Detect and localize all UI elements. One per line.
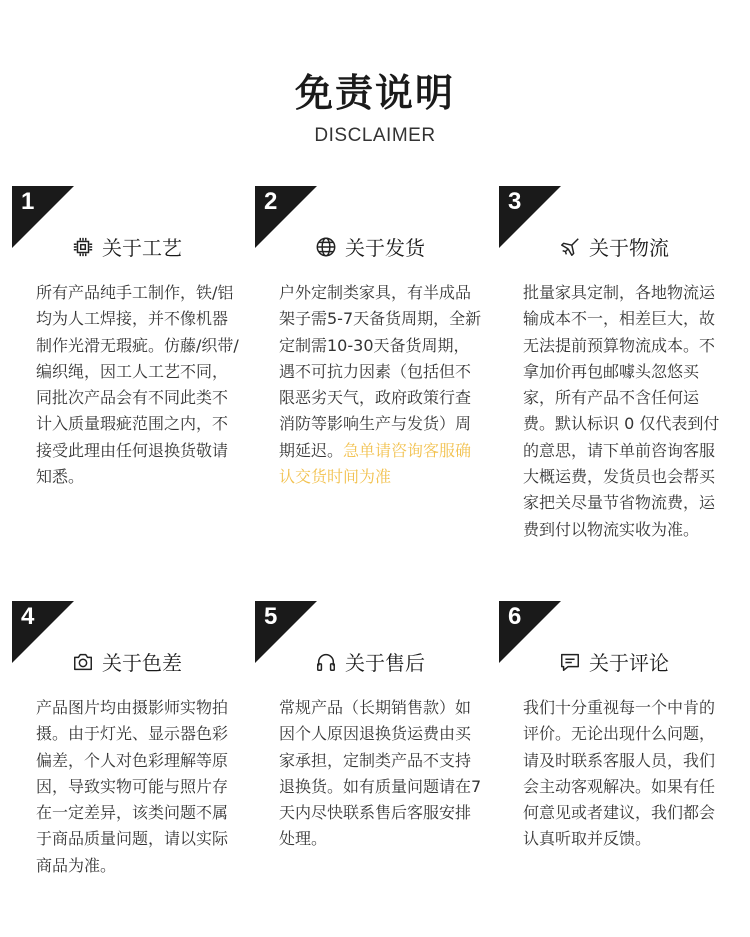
headphones-icon <box>315 651 337 673</box>
card-heading <box>499 232 729 261</box>
comment-icon <box>559 651 581 673</box>
card-heading <box>255 647 485 676</box>
page-title: 免责说明 <box>294 71 455 115</box>
card-number: 6 <box>508 603 522 630</box>
card-text: 我们十分重视每一个中肯的评价。无论出现什么问题，请及时联系客服人员，我们会主动客观解决。如果有任何意见或者建议，我们都会认真听取并反馈。 <box>523 698 716 849</box>
card-heading <box>12 232 242 261</box>
airplane-icon <box>559 236 581 258</box>
card-heading <box>499 647 729 676</box>
card-text: 批量家具定制，各地物流运输成本不一，相差巨大，故无法提前预算物流成本。不拿加价再包邮噱头忽悠买家，所有产品不含任何运费。默认标识 0 仅代表到付的意思，请下单前咨询客服大概运费，发货员也会帮买家把关尽量节省物流费，运费到付以物流实收为准。 <box>523 283 720 539</box>
card-title: 关于色差 <box>102 651 182 675</box>
card-text: 户外定制类家具，有半成品架子需5-7天备货周期，全新定制需10-30天备货周期，遇不可抗力因素（包括但不限恶劣天气，政府政策行查消防等影响生产与发货）周期延迟。急单请咨询客服确认交货时间为准 <box>279 283 482 487</box>
card-number: 1 <box>21 188 35 215</box>
card-text: 产品图片均由摄影师实物拍摄。由于灯光、显示器色彩偏差，个人对色彩理解等原因，导致实物可能与照片存在一定差异，该类问题不属于商品质量问题，请以实际商品为准。 <box>36 698 229 875</box>
card-number: 3 <box>508 188 522 215</box>
card-title: 关于物流 <box>589 236 669 260</box>
card-number: 5 <box>264 603 278 630</box>
card-title: 关于工艺 <box>102 236 182 260</box>
card-title: 关于发货 <box>345 236 425 260</box>
page-subtitle: DISCLAIMER <box>314 125 436 146</box>
card-heading <box>255 232 485 261</box>
card-number: 2 <box>264 188 278 215</box>
chip-icon <box>72 236 94 258</box>
card-number: 4 <box>21 603 35 630</box>
card-title: 关于评论 <box>589 651 669 675</box>
card-text: 所有产品纯手工制作，铁/铝均为人工焊接，并不像机器制作光滑无瑕疵。仿藤/织带/编织绳，因工人工艺不同，同批次产品会有不同此类不计入质量瑕疵范围之内，不接受此理由任何退换货敬请知悉。 <box>36 283 239 487</box>
highlight-text: 急单请咨询客服确认交货时间为准 <box>279 440 472 487</box>
card-text: 常规产品（长期销售款）如因个人原因退换货运费由买家承担，定制类产品不支持退换货。如有质量问题请在7天内尽快联系售后客服安排处理。 <box>279 698 482 849</box>
globe-icon <box>315 236 337 258</box>
camera-icon <box>72 651 94 673</box>
card-title: 关于售后 <box>345 651 425 675</box>
card-heading <box>12 647 242 676</box>
